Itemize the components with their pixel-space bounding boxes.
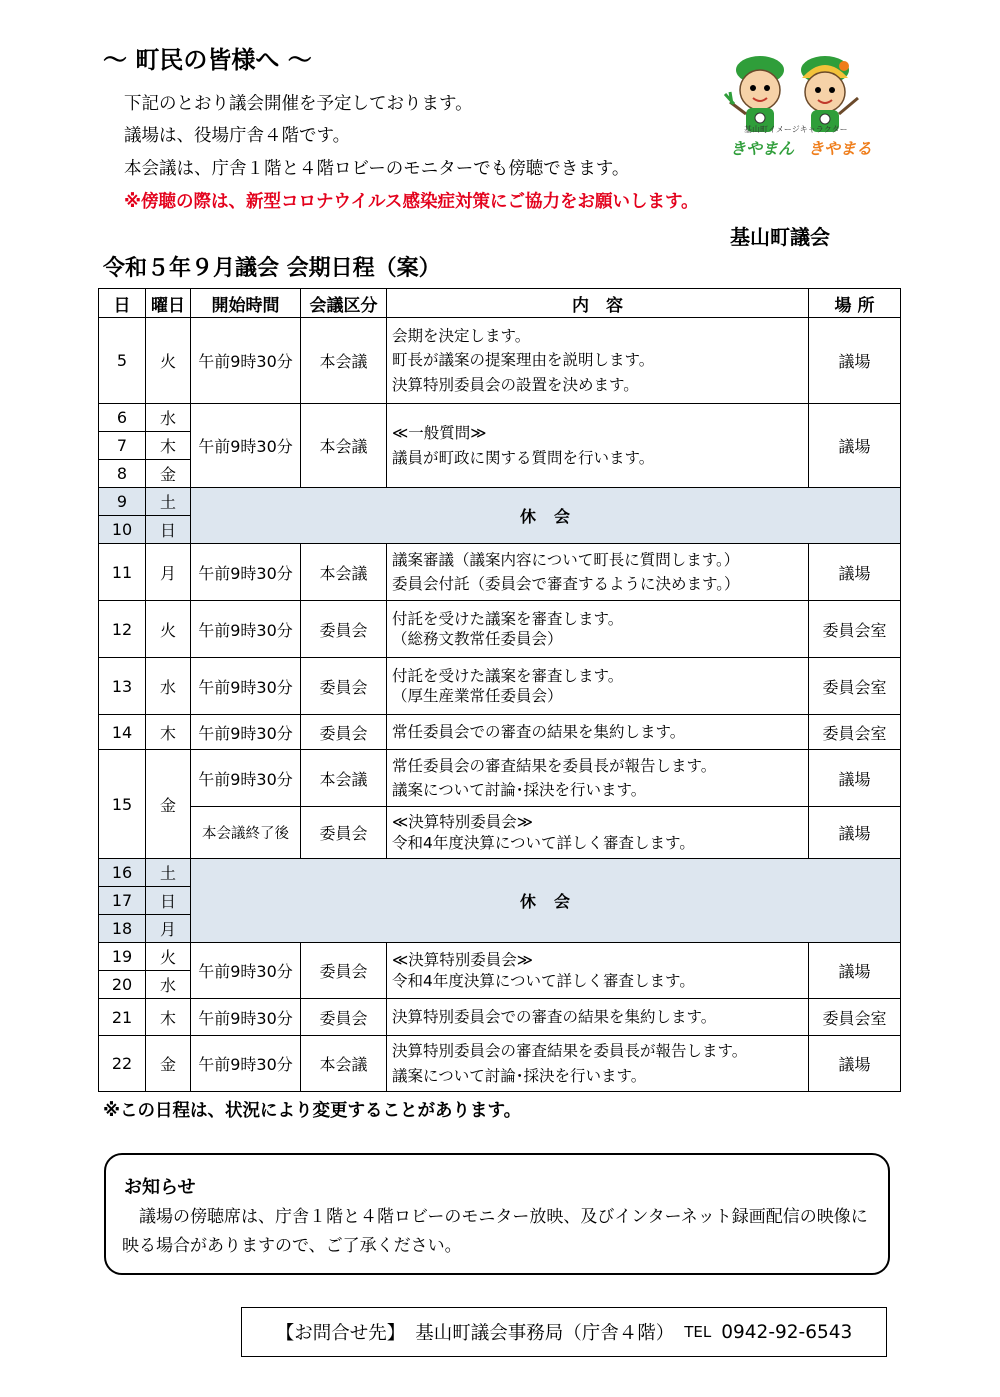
type-cell: 本会議 (301, 1036, 387, 1092)
day-cell: 5 (99, 318, 146, 404)
table-row (99, 404, 901, 432)
weekday-cell: 金 (146, 460, 191, 488)
type-cell: 委員会 (301, 999, 387, 1036)
header-place: 場 所 (809, 289, 901, 318)
mascot-left-figure (725, 56, 784, 132)
content-line: ≪一般質問≫ (392, 424, 487, 443)
day-cell: 9 (99, 488, 146, 516)
schedule-title: 令和５年９月議会 会期日程（案） (103, 256, 441, 281)
place-cell: 委員会室 (809, 999, 901, 1036)
recess-cell (191, 859, 901, 943)
content-cell (387, 544, 809, 601)
day-cell: 22 (99, 1036, 146, 1092)
weekday-cell: 火 (146, 601, 191, 658)
weekday-cell: 火 (146, 318, 191, 404)
recess-label: 休 会 (519, 892, 571, 911)
content-cell (387, 1036, 809, 1092)
table-row (99, 488, 901, 516)
content-cell (387, 715, 809, 750)
content-line: 議案について討論･採決を行います。 (392, 1066, 647, 1085)
contact-tel-label: TEL (684, 1323, 712, 1341)
day-cell: 19 (99, 943, 146, 971)
contact-office: 基山町議会事務局（庁舎４階） (415, 1323, 675, 1344)
page-greeting: ～ 町民の皆様へ ～ (103, 46, 312, 74)
day-cell: 14 (99, 715, 146, 750)
time-cell: 午前9時30分 (191, 404, 301, 488)
place-cell: 委員会室 (809, 601, 901, 658)
type-cell: 本会議 (301, 404, 387, 488)
weekday-cell: 月 (146, 544, 191, 601)
contact-label: 【お問合せ先】 (275, 1323, 406, 1344)
time-cell: 午前9時30分 (191, 750, 301, 807)
covid-notice: ※傍聴の際は、新型コロナウイルス感染症対策にご協力をお願いします。 (124, 192, 699, 212)
time-cell: 本会議終了後 (191, 807, 301, 859)
content-line: ≪決算特別委員会≫ (392, 951, 533, 970)
type-cell: 委員会 (301, 807, 387, 859)
header-start-time: 開始時間 (191, 289, 301, 318)
table-header-row (99, 289, 901, 318)
table-row (99, 715, 901, 750)
weekday-cell: 水 (146, 971, 191, 999)
header-content: 内 容 (387, 289, 809, 318)
place-cell: 議場 (809, 318, 901, 404)
place-cell: 委員会室 (809, 658, 901, 715)
day-cell: 11 (99, 544, 146, 601)
time-cell: 午前9時30分 (191, 601, 301, 658)
header-meeting-type: 会議区分 (301, 289, 387, 318)
table-row (99, 750, 901, 807)
content-cell (387, 318, 809, 404)
table-row (99, 544, 901, 601)
table-row (99, 943, 901, 971)
day-cell: 21 (99, 999, 146, 1036)
day-cell: 16 (99, 859, 146, 887)
weekday-cell: 土 (146, 859, 191, 887)
content-line: 付託を受けた議案を審査します。 (392, 666, 624, 685)
schedule-footnote: ※この日程は、状況により変更することがあります。 (103, 1101, 522, 1121)
header-weekday: 曜日 (146, 289, 191, 318)
time-cell: 午前9時30分 (191, 999, 301, 1036)
table-row (99, 601, 901, 658)
content-line: 決算特別委員会での審査の結果を集約します。 (392, 1007, 717, 1026)
day-cell: 13 (99, 658, 146, 715)
day-cell: 10 (99, 516, 146, 544)
content-cell (387, 999, 809, 1036)
weekday-cell: 金 (146, 1036, 191, 1092)
mascot-name-kiyaman: きやまん (730, 139, 795, 158)
time-cell: 午前9時30分 (191, 943, 301, 999)
content-line: 付託を受けた議案を審査します。 (392, 609, 624, 628)
recess-cell (191, 488, 901, 544)
place-cell: 議場 (809, 1036, 901, 1092)
mascot-names (730, 136, 886, 159)
weekday-cell: 火 (146, 943, 191, 971)
time-cell: 午前9時30分 (191, 658, 301, 715)
content-cell (387, 601, 809, 658)
table-row (99, 859, 901, 887)
time-cell: 午前9時30分 (191, 715, 301, 750)
content-line: 決算特別委員会の審査結果を委員長が報告します。 (392, 1042, 748, 1061)
content-line: 令和4年度決算について詳しく審査します。 (392, 971, 695, 990)
table-row (99, 318, 901, 404)
weekday-cell: 水 (146, 404, 191, 432)
content-line: 議案について討論･採決を行います。 (392, 781, 647, 799)
table-row (99, 658, 901, 715)
table-row (99, 1036, 901, 1092)
content-line: ≪決算特別委員会≫ (392, 813, 533, 832)
weekday-cell: 月 (146, 915, 191, 943)
content-line: 決算特別委員会の設置を決めます。 (392, 375, 639, 394)
notice-body: 議場の傍聴席は、庁舎１階と４階ロビーのモニター放映、及びインターネット録画配信の映像に映る場合がありますので、ご了承ください。 (122, 1207, 868, 1256)
place-cell: 議場 (809, 544, 901, 601)
content-line: 町長が議案の提案理由を説明します。 (392, 351, 655, 370)
content-cell (387, 658, 809, 715)
day-cell: 15 (99, 750, 146, 859)
content-line: 委員会付託（委員会で審査するように決めます。） (392, 575, 740, 593)
schedule-table (98, 288, 901, 1092)
organization-name: 基山町議会 (730, 225, 830, 249)
table-row (99, 807, 901, 859)
day-cell: 6 (99, 404, 146, 432)
notice-title: お知らせ (124, 1177, 196, 1198)
place-cell: 議場 (809, 404, 901, 488)
notice-box (104, 1153, 890, 1275)
content-line: 令和4年度決算について詳しく審査します。 (392, 833, 695, 852)
type-cell: 委員会 (301, 658, 387, 715)
day-cell: 7 (99, 432, 146, 460)
content-cell (387, 750, 809, 807)
content-line: 常任委員会の審査結果を委員長が報告します。 (392, 756, 717, 775)
weekday-cell: 木 (146, 715, 191, 750)
place-cell: 議場 (809, 943, 901, 999)
weekday-cell: 日 (146, 516, 191, 544)
place-cell: 議場 (809, 750, 901, 807)
content-line: 常任委員会での審査の結果を集約します。 (392, 722, 686, 741)
content-line: （総務文教常任委員会） (392, 630, 563, 648)
day-cell: 18 (99, 915, 146, 943)
time-cell: 午前9時30分 (191, 1036, 301, 1092)
place-cell: 議場 (809, 807, 901, 859)
weekday-cell: 水 (146, 658, 191, 715)
mascot-right-figure (801, 56, 858, 132)
mascot-caption: 基山町イメージキャラクター (744, 125, 848, 134)
day-cell: 8 (99, 460, 146, 488)
time-cell: 午前9時30分 (191, 318, 301, 404)
intro-line-3: 本会議は、庁舎１階と４階ロビーのモニターでも傍聴できます。 (124, 159, 630, 179)
time-cell: 午前9時30分 (191, 544, 301, 601)
weekday-cell: 土 (146, 488, 191, 516)
content-line: 議員が町政に関する質問を行います。 (392, 448, 655, 467)
mascot-name-kiyamaru: きやまる (808, 139, 873, 158)
header-day: 日 (99, 289, 146, 318)
weekday-cell: 木 (146, 432, 191, 460)
intro-line-2: 議場は、役場庁舎４階です。 (124, 126, 351, 146)
content-line: （厚生産業常任委員会） (392, 687, 563, 705)
day-cell: 17 (99, 887, 146, 915)
contact-box (241, 1307, 887, 1357)
day-cell: 12 (99, 601, 146, 658)
content-cell (387, 404, 809, 488)
type-cell: 本会議 (301, 544, 387, 601)
type-cell: 本会議 (301, 318, 387, 404)
type-cell: 本会議 (301, 750, 387, 807)
content-line: 議案審議（議案内容について町長に質問します。） (392, 550, 740, 569)
content-line: 会期を決定します。 (392, 327, 531, 346)
type-cell: 委員会 (301, 601, 387, 658)
weekday-cell: 金 (146, 750, 191, 859)
intro-line-1: 下記のとおり議会開催を予定しております。 (124, 94, 473, 114)
type-cell: 委員会 (301, 943, 387, 999)
table-row (99, 999, 901, 1036)
weekday-cell: 日 (146, 887, 191, 915)
content-cell (387, 943, 809, 999)
recess-label: 休 会 (519, 507, 571, 526)
weekday-cell: 木 (146, 999, 191, 1036)
contact-phone-number: 0942-92-6543 (721, 1321, 853, 1343)
place-cell: 委員会室 (809, 715, 901, 750)
day-cell: 20 (99, 971, 146, 999)
content-cell (387, 807, 809, 859)
type-cell: 委員会 (301, 715, 387, 750)
